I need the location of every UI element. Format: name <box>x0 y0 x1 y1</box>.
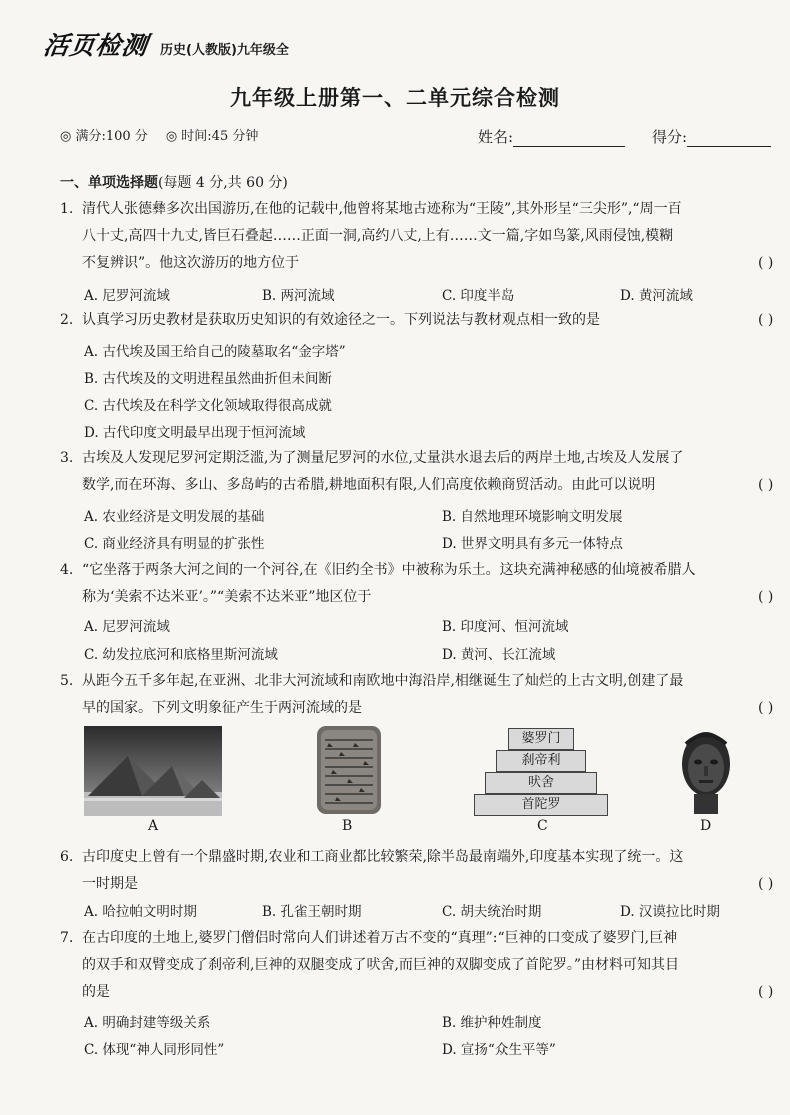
question-text: “它坐落于两条大河之间的一个河谷,在《旧约全书》中被称为乐土。这块充满神秘感的仙境被希腊人 <box>82 562 696 578</box>
score-field[interactable] <box>652 126 771 147</box>
caste-kshatriya: 刹帝利 <box>496 750 586 772</box>
time-limit: ◎ 时间:45 分钟 <box>165 129 259 144</box>
exam-title: 九年级上册第一、二单元综合检测 <box>230 86 560 110</box>
question-text: 从距今五千多年起,在亚洲、北非大河流域和南欧地中海沿岸,相继诞生了灿烂的上古文明,创建了最 <box>82 673 684 689</box>
image-label-a: A <box>148 818 159 834</box>
caste-shudra: 首陀罗 <box>474 794 608 816</box>
pyramids-icon <box>84 726 222 816</box>
question-text: 在古印度的土地上,婆罗门僧侣时常向人们讲述着万古不变的“真理”:“巨神的口变成了婆罗门,巨神 <box>82 930 678 946</box>
image-label-c: C <box>537 818 548 834</box>
name-label: 姓名: <box>478 128 514 146</box>
question-text: 认真学习历史教材是获取历史知识的有效途径之一。下列说法与教材观点相一致的是 <box>82 312 600 328</box>
option-a[interactable]: A. 哈拉帕文明时期 <box>84 904 197 920</box>
question-number: 1. <box>60 201 74 217</box>
caste-vaishya: 吠舍 <box>485 772 597 794</box>
question-number: 2. <box>60 312 74 328</box>
option-d[interactable]: D. 黄河流域 <box>620 288 693 304</box>
question-number: 4. <box>60 562 74 578</box>
option-b[interactable]: B. 古代埃及的文明进程虽然曲折但未间断 <box>84 371 333 387</box>
option-c[interactable]: C. 幼发拉底河和底格里斯河流域 <box>84 647 278 663</box>
question-7 <box>60 925 790 1006</box>
option-b[interactable]: B. 自然地理环境影响文明发展 <box>442 509 623 525</box>
answer-bracket[interactable]: ( ) <box>758 589 774 605</box>
score-label: 得分: <box>652 128 688 146</box>
option-c[interactable]: C. 胡夫统治时期 <box>442 904 542 920</box>
option-c[interactable]: C. 体现“神人同形同性” <box>84 1042 225 1058</box>
page-header <box>41 22 289 62</box>
question-1 <box>60 196 790 277</box>
option-d[interactable]: D. 宣扬“众生平等” <box>442 1042 556 1058</box>
question-text: 早的国家。下列文明象征产生于两河流域的是 <box>82 700 362 716</box>
name-blank[interactable] <box>513 130 625 147</box>
bronze-head-image[interactable] <box>674 724 738 816</box>
option-a[interactable]: A. 尼罗河流域 <box>84 288 170 304</box>
question-number: 7. <box>60 930 74 946</box>
option-b[interactable]: B. 维护种姓制度 <box>442 1015 542 1031</box>
section-title: 一、单项选择题 <box>60 175 158 191</box>
option-c[interactable]: C. 印度半岛 <box>442 288 515 304</box>
subject-label: 历史(人教版)九年级全 <box>160 43 289 58</box>
section-heading <box>60 172 288 192</box>
answer-bracket[interactable]: ( ) <box>758 255 774 271</box>
question-text: 不复辨识”。他这次游历的地方位于 <box>82 255 300 271</box>
brand-logo: 活页检测 <box>41 31 150 60</box>
answer-bracket[interactable]: ( ) <box>758 477 774 493</box>
score-blank[interactable] <box>687 130 771 147</box>
answer-bracket[interactable]: ( ) <box>758 700 774 716</box>
cuneiform-tablet-image[interactable] <box>315 724 383 816</box>
question-number: 5. <box>60 673 74 689</box>
option-a[interactable]: A. 明确封建等级关系 <box>84 1015 211 1031</box>
question-5 <box>60 668 790 722</box>
option-b[interactable]: B. 两河流域 <box>262 288 335 304</box>
option-a[interactable]: A. 古代埃及国王给自己的陵墓取名“金字塔” <box>84 344 346 360</box>
option-a[interactable]: A. 尼罗河流域 <box>84 619 170 635</box>
option-c[interactable]: C. 古代埃及在科学文化领域取得很高成就 <box>84 398 332 414</box>
image-label-d: D <box>700 818 712 834</box>
option-c[interactable]: C. 商业经济具有明显的扩张性 <box>84 536 265 552</box>
caste-brahmin: 婆罗门 <box>508 728 574 750</box>
image-label-b: B <box>342 818 353 834</box>
option-b[interactable]: B. 印度河、恒河流域 <box>442 619 569 635</box>
caste-pyramid-diagram[interactable] <box>474 726 608 816</box>
question-text: 古埃及人发现尼罗河定期泛滥,为了测量尼罗河的水位,丈量洪水退去后的两岸土地,古埃及人发展了 <box>82 450 684 466</box>
option-d[interactable]: D. 黄河、长江流域 <box>442 647 556 663</box>
question-6 <box>60 844 790 898</box>
answer-bracket[interactable]: ( ) <box>758 876 774 892</box>
question-text: 一时期是 <box>82 876 138 892</box>
option-d[interactable]: D. 汉谟拉比时期 <box>620 904 720 920</box>
question-text: 的是 <box>82 984 110 1000</box>
question-number: 3. <box>60 450 74 466</box>
question-text: 数学,而在环海、多山、多岛屿的古希腊,耕地面积有限,人们高度依赖商贸活动。由此可以说明 <box>82 477 656 493</box>
full-score: ◎ 满分:100 分 <box>60 129 148 144</box>
question-text: 称为‘美索不达米亚’。”“美索不达米亚”地区位于 <box>82 589 372 605</box>
question-number: 6. <box>60 849 74 865</box>
question-text: 的双手和双臂变成了刹帝利,巨神的双腿变成了吠舍,而巨神的双脚变成了首陀罗。”由材料可知其目 <box>82 957 680 973</box>
question-text: 八十丈,高四十九丈,皆巨石叠起……正面一洞,高约八丈,上有……文一篇,字如鸟篆,风雨侵蚀,模糊 <box>82 228 674 244</box>
statue-head-icon <box>674 724 738 816</box>
option-a[interactable]: A. 农业经济是文明发展的基础 <box>84 509 265 525</box>
question-text: 清代人张德彝多次出国游历,在他的记载中,他曾将某地古迹称为“王陵”,其外形呈“三尖形”,“周一百 <box>82 201 682 217</box>
answer-bracket[interactable]: ( ) <box>758 312 774 328</box>
option-b[interactable]: B. 孔雀王朝时期 <box>262 904 362 920</box>
question-3 <box>60 445 790 499</box>
option-d[interactable]: D. 古代印度文明最早出现于恒河流域 <box>84 425 306 441</box>
clay-tablet-icon <box>315 724 383 816</box>
pyramids-image[interactable] <box>84 726 222 816</box>
question-text: 古印度史上曾有一个鼎盛时期,农业和工商业都比较繁荣,除半岛最南端外,印度基本实现了统一。这 <box>82 849 684 865</box>
question-4 <box>60 557 790 611</box>
section-note: (每题 4 分,共 60 分) <box>158 175 288 191</box>
option-d[interactable]: D. 世界文明具有多元一体特点 <box>442 536 623 552</box>
exam-meta <box>60 125 258 144</box>
answer-bracket[interactable]: ( ) <box>758 984 774 1000</box>
question-2 <box>60 307 790 334</box>
name-field[interactable] <box>478 126 625 147</box>
